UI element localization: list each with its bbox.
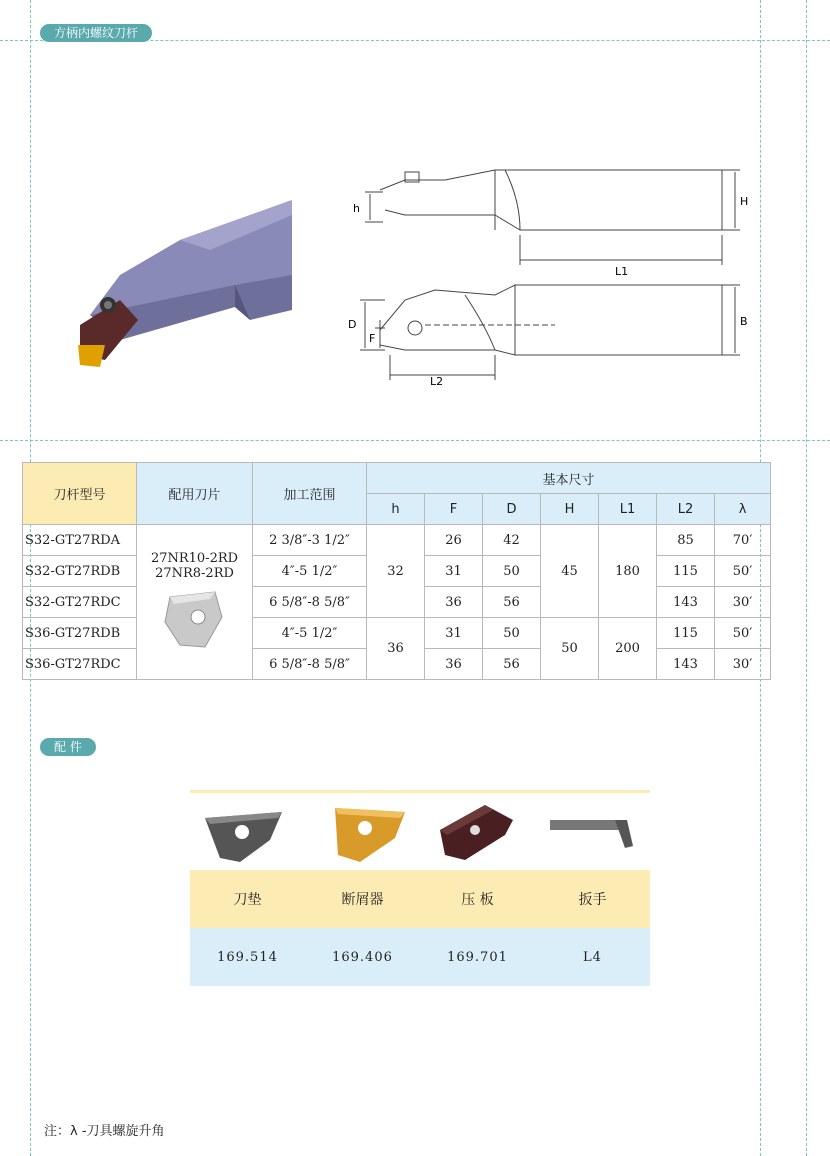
lambda-cell: 50′ [715, 556, 771, 587]
dim-F-label: F [369, 332, 376, 345]
D-cell: 56 [483, 587, 541, 618]
dim-H-label: H [740, 195, 749, 208]
L1-cell: 180 [599, 525, 657, 618]
header-L2: L2 [657, 494, 715, 525]
L2-cell: 115 [657, 618, 715, 649]
footnote: 注：λ -刀具螺旋升角 [44, 1124, 165, 1139]
header-F: F [425, 494, 483, 525]
header-h: h [367, 494, 425, 525]
insert-cell [137, 525, 253, 680]
F-cell: 36 [425, 587, 483, 618]
range-cell: 4″-5 1/2″ [253, 618, 367, 649]
holder-technical-drawing [345, 160, 765, 385]
lambda-cell: 50′ [715, 618, 771, 649]
lambda-cell: 30′ [715, 587, 771, 618]
clamp-plate-icon [435, 800, 520, 865]
L2-cell: 115 [657, 556, 715, 587]
range-cell: 6 5/8″-8 5/8″ [253, 587, 367, 618]
header-insert: 配用刀片 [137, 463, 253, 525]
acc-name-shim: 刀垫 [190, 870, 305, 928]
insert-name: 27NR8-2RD [155, 566, 234, 581]
holder-3d-illustration [60, 195, 300, 380]
insert-icon [160, 587, 230, 653]
header-lambda: λ [715, 494, 771, 525]
dim-L1-label: L1 [615, 265, 629, 278]
dim-L2-label: L2 [430, 375, 444, 385]
model-cell: S32-GT27RDB [23, 556, 137, 587]
header-L1: L1 [599, 494, 657, 525]
acc-code-shim: 169.514 [190, 928, 305, 986]
dim-h-label: h [353, 202, 360, 215]
model-cell: S32-GT27RDC [23, 587, 137, 618]
accessories-table [190, 870, 650, 986]
dim-D-label: D [348, 318, 357, 331]
wrench-icon [545, 810, 635, 855]
range-cell: 4″-5 1/2″ [253, 556, 367, 587]
acc-name-chipbreaker: 断屑器 [305, 870, 420, 928]
h-cell: 32 [367, 525, 425, 618]
L2-cell: 143 [657, 649, 715, 680]
F-cell: 26 [425, 525, 483, 556]
shim-icon [200, 800, 290, 865]
header-D: D [483, 494, 541, 525]
model-cell: S36-GT27RDC [23, 649, 137, 680]
L1-cell: 200 [599, 618, 657, 680]
model-cell: S36-GT27RDB [23, 618, 137, 649]
acc-name-wrench: 扳手 [535, 870, 650, 928]
F-cell: 36 [425, 649, 483, 680]
spec-table [22, 462, 771, 680]
accessories-rule [190, 790, 650, 793]
header-H: H [541, 494, 599, 525]
header-model: 刀杆型号 [23, 463, 137, 525]
acc-code-clamp: 169.701 [420, 928, 535, 986]
range-cell: 2 3/8″-3 1/2″ [253, 525, 367, 556]
guide-line-outer [806, 0, 807, 1156]
H-cell: 45 [541, 525, 599, 618]
range-cell: 6 5/8″-8 5/8″ [253, 649, 367, 680]
D-cell: 50 [483, 618, 541, 649]
table-row [23, 525, 771, 556]
chipbreaker-icon [330, 800, 415, 865]
acc-name-clamp: 压 板 [420, 870, 535, 928]
D-cell: 56 [483, 649, 541, 680]
h-cell: 36 [367, 618, 425, 680]
H-cell: 50 [541, 618, 599, 680]
model-cell: S32-GT27RDA [23, 525, 137, 556]
D-cell: 42 [483, 525, 541, 556]
D-cell: 50 [483, 556, 541, 587]
dim-B-label: B [740, 315, 748, 328]
F-cell: 31 [425, 618, 483, 649]
header-basic-dims: 基本尺寸 [367, 463, 771, 494]
acc-code-chipbreaker: 169.406 [305, 928, 420, 986]
lambda-cell: 30′ [715, 649, 771, 680]
guide-line-mid [0, 440, 830, 441]
insert-name: 27NR10-2RD [150, 551, 239, 566]
L2-cell: 143 [657, 587, 715, 618]
section-title-holder: 方柄内螺纹刀杆 [40, 24, 152, 42]
section-title-accessories: 配 件 [40, 738, 96, 756]
F-cell: 31 [425, 556, 483, 587]
lambda-cell: 70′ [715, 525, 771, 556]
table-row [23, 618, 771, 649]
L2-cell: 85 [657, 525, 715, 556]
acc-code-wrench: L4 [535, 928, 650, 986]
header-range: 加工范围 [253, 463, 367, 525]
